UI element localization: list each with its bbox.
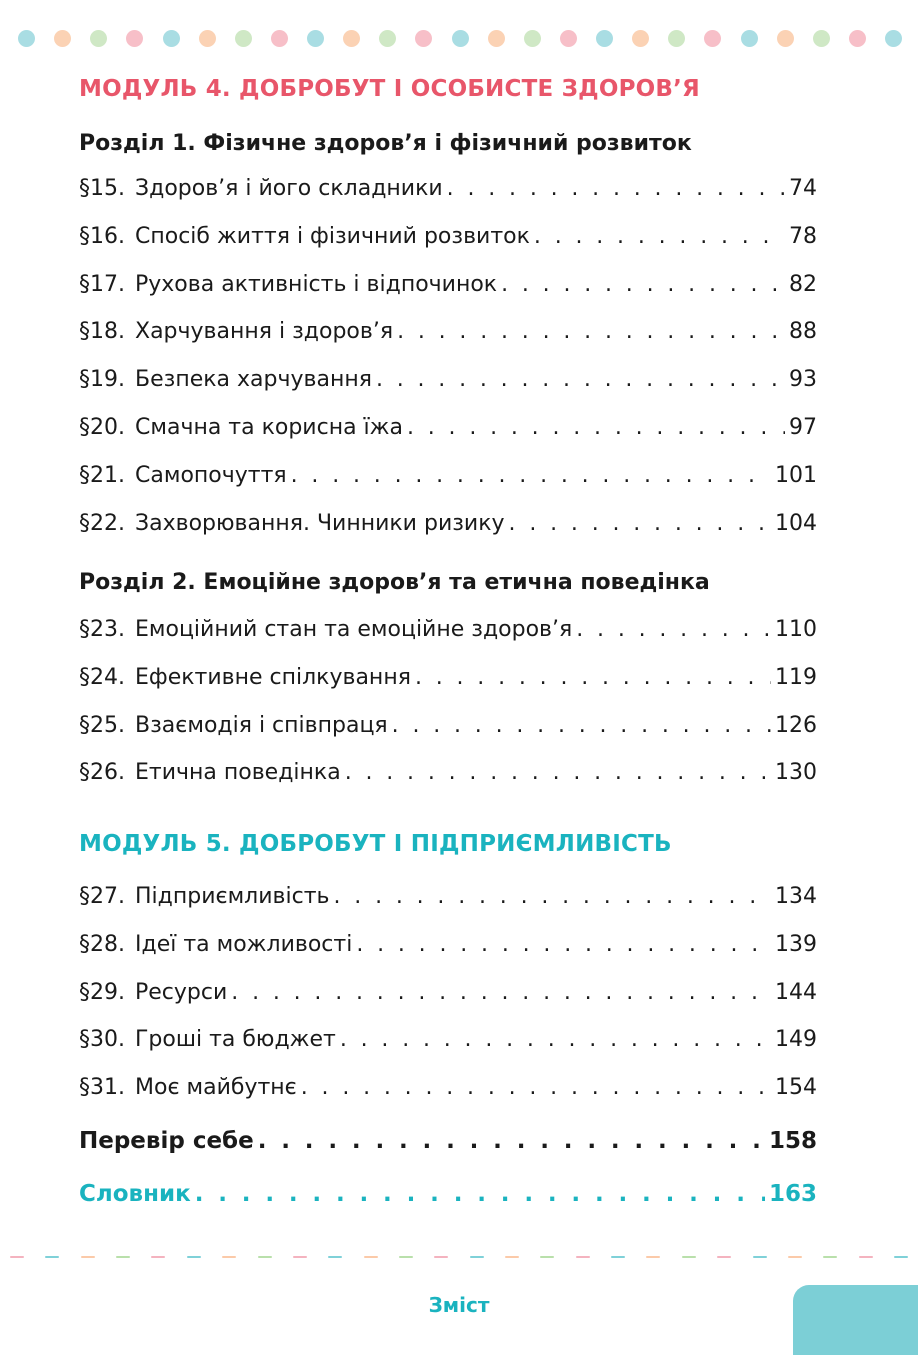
dot-leader <box>501 272 785 297</box>
dot-leader <box>345 760 771 785</box>
toc-entry-title: Взаємодія і співпраця <box>135 712 388 738</box>
toc-entry[interactable] <box>79 617 817 651</box>
toc-entry[interactable] <box>79 760 817 794</box>
decorative-dot <box>415 30 432 47</box>
toc-entry-title: Словник <box>79 1181 191 1207</box>
toc-entry-page: 154 <box>775 1075 817 1101</box>
decorative-dash <box>753 1256 767 1258</box>
decorative-dot <box>54 30 71 47</box>
toc-entry-page: 78 <box>789 223 817 249</box>
toc-entry[interactable] <box>79 463 817 497</box>
toc-entry-title: Здоров’я і його складники <box>135 176 443 201</box>
decorative-dash <box>81 1256 95 1258</box>
decorative-dash <box>717 1256 731 1258</box>
decorative-dash <box>399 1256 413 1258</box>
decorative-dash <box>540 1256 554 1258</box>
decorative-dash <box>823 1256 837 1258</box>
toc-entry[interactable] <box>79 176 817 210</box>
decorative-dash <box>187 1256 201 1258</box>
module-4-title: МОДУЛЬ 4. ДОБРОБУТ І ОСОБИСТЕ ЗДОРОВ’Я <box>79 76 700 102</box>
decorative-dot <box>560 30 577 47</box>
decorative-dash <box>222 1256 236 1258</box>
toc-entry-page: 82 <box>789 271 817 297</box>
dot-leader <box>392 713 771 738</box>
toc-entry-page: 158 <box>768 1128 817 1154</box>
dot-leader <box>291 463 771 488</box>
toc-entry-title: Захворювання. Чинники ризику <box>135 510 505 536</box>
toc-entry-number: §30. <box>79 1027 125 1053</box>
decorative-dash <box>682 1256 696 1258</box>
decorative-dot <box>343 30 360 47</box>
footer-contents-label: Зміст <box>428 1293 490 1317</box>
toc-entry[interactable] <box>79 713 817 747</box>
decorative-dot <box>90 30 107 47</box>
toc-entry-page: 74 <box>789 176 817 201</box>
toc-entry[interactable] <box>79 272 817 306</box>
decorative-dash <box>116 1256 130 1258</box>
decorative-dot <box>126 30 143 47</box>
decorative-dot <box>777 30 794 47</box>
toc-entry-title: Підприємливість <box>135 884 330 909</box>
decorative-dot <box>885 30 902 47</box>
toc-entry-title: Ресурси <box>135 979 228 1005</box>
toc-entry-number: §27. <box>79 884 125 909</box>
toc-entry-number: §16. <box>79 223 125 249</box>
toc-entry[interactable] <box>79 1075 817 1109</box>
decorative-dot <box>163 30 180 47</box>
decorative-dot <box>524 30 541 47</box>
decorative-dot <box>235 30 252 47</box>
module-5-title: МОДУЛЬ 5. ДОБРОБУТ І ПІДПРИЄМЛИВІСТЬ <box>79 831 672 857</box>
toc-entry-number: §17. <box>79 271 125 297</box>
decorative-dash <box>646 1256 660 1258</box>
toc-entry-number: §24. <box>79 664 125 690</box>
decorative-dot <box>596 30 613 47</box>
decorative-dot <box>199 30 216 47</box>
toc-entry-page: 126 <box>775 712 817 738</box>
toc-entry[interactable] <box>79 884 817 918</box>
toc-entry-title: Безпека харчування <box>135 367 372 393</box>
decorative-dot <box>271 30 288 47</box>
decorative-dash <box>10 1256 24 1258</box>
toc-entry-title: Смачна та корисна їжа <box>135 415 403 440</box>
dot-leader <box>356 932 771 957</box>
toc-entry-number: §26. <box>79 760 125 786</box>
decorative-dot <box>813 30 830 47</box>
toc-entry[interactable] <box>79 980 817 1014</box>
toc-entry[interactable] <box>79 511 817 545</box>
toc-entry[interactable] <box>79 1027 817 1061</box>
section-1-title: Розділ 1. Фізичне здоров’я і фізичний розвиток <box>79 131 692 156</box>
toc-entry-page: 97 <box>789 415 817 440</box>
toc-entry-page: 149 <box>775 1027 817 1053</box>
dot-leader <box>576 617 771 642</box>
decorative-dot <box>452 30 469 47</box>
decorative-dot <box>488 30 505 47</box>
toc-entry-page: 139 <box>775 931 817 957</box>
toc-entry-number: §31. <box>79 1075 125 1101</box>
dot-leader <box>407 415 785 440</box>
decorative-dot <box>307 30 324 47</box>
glossary-entry[interactable] <box>79 1181 817 1215</box>
dot-leader <box>509 511 771 536</box>
toc-entry-page: 163 <box>768 1181 817 1207</box>
decorative-dash <box>788 1256 802 1258</box>
decorative-dot <box>849 30 866 47</box>
decorative-dot <box>632 30 649 47</box>
decorative-dash <box>505 1256 519 1258</box>
dot-leader <box>231 980 771 1005</box>
toc-entry[interactable] <box>79 224 817 258</box>
decorative-dash <box>258 1256 272 1258</box>
dot-leader <box>376 367 785 392</box>
decorative-dash <box>434 1256 448 1258</box>
decorative-dash <box>328 1256 342 1258</box>
toc-entry-title: Спосіб життя і фізичний розвиток <box>135 223 530 249</box>
page-corner-tab <box>793 1285 918 1355</box>
toc-entry-page: 119 <box>775 664 817 690</box>
decorative-dot <box>704 30 721 47</box>
dot-leader <box>415 665 771 690</box>
toc-entry-number: §21. <box>79 462 125 488</box>
toc-entry-number: §25. <box>79 712 125 738</box>
decorative-dot <box>741 30 758 47</box>
toc-entry-number: §22. <box>79 510 125 536</box>
toc-entry-title: Харчування і здоров’я <box>135 319 394 345</box>
dot-leader <box>447 176 785 201</box>
decorative-dots-row <box>18 28 902 48</box>
toc-entry-page: 110 <box>775 617 817 642</box>
toc-entry-title: Моє майбутнє <box>135 1075 297 1101</box>
decorative-dash <box>364 1256 378 1258</box>
toc-entry-page: 104 <box>775 510 817 536</box>
dot-leader <box>534 224 785 249</box>
toc-entry-number: §15. <box>79 176 125 201</box>
dot-leader <box>195 1181 765 1207</box>
toc-entry-number: §28. <box>79 931 125 957</box>
dot-leader <box>397 319 785 344</box>
decorative-dot <box>379 30 396 47</box>
toc-entry-title: Перевір себе <box>79 1128 254 1154</box>
decorative-dash <box>894 1256 908 1258</box>
toc-entry[interactable] <box>79 319 817 353</box>
toc-entry-title: Ефективне спілкування <box>135 664 411 690</box>
toc-entry[interactable] <box>79 932 817 966</box>
dot-leader <box>334 884 772 909</box>
toc-entry[interactable] <box>79 367 817 401</box>
toc-entry[interactable] <box>79 665 817 699</box>
toc-entry[interactable] <box>79 415 817 449</box>
decorative-dash <box>470 1256 484 1258</box>
toc-entry-number: §20. <box>79 415 125 440</box>
toc-entry-number: §18. <box>79 319 125 345</box>
dot-leader <box>340 1027 771 1052</box>
toc-entry-page: 134 <box>775 884 817 909</box>
toc-entry-number: §29. <box>79 979 125 1005</box>
toc-entry-title: Ідеї та можливості <box>135 931 353 957</box>
toc-entry-title: Рухова активність і відпочинок <box>135 271 498 297</box>
decorative-dash <box>151 1256 165 1258</box>
self-check-entry[interactable] <box>79 1128 817 1162</box>
decorative-dash-divider <box>0 1256 918 1260</box>
toc-entry-page: 88 <box>789 319 817 345</box>
toc-entry-page: 101 <box>775 462 817 488</box>
toc-entry-title: Емоційний стан та емоційне здоров’я <box>135 617 573 642</box>
decorative-dash <box>293 1256 307 1258</box>
toc-entry-number: §19. <box>79 367 125 393</box>
decorative-dot <box>18 30 35 47</box>
decorative-dash <box>859 1256 873 1258</box>
toc-entry-page: 144 <box>775 979 817 1005</box>
toc-entry-page: 130 <box>775 760 817 786</box>
decorative-dot <box>668 30 685 47</box>
decorative-dash <box>611 1256 625 1258</box>
toc-entry-title: Гроші та бюджет <box>135 1027 336 1053</box>
decorative-dash <box>576 1256 590 1258</box>
dot-leader <box>301 1075 771 1100</box>
toc-entry-title: Самопочуття <box>135 462 287 488</box>
decorative-dash <box>45 1256 59 1258</box>
dot-leader <box>258 1128 765 1154</box>
toc-entry-page: 93 <box>789 367 817 393</box>
toc-entry-number: §23. <box>79 617 125 642</box>
section-2-title: Розділ 2. Емоційне здоров’я та етична поведінка <box>79 570 710 595</box>
toc-entry-title: Етична поведінка <box>135 760 341 786</box>
